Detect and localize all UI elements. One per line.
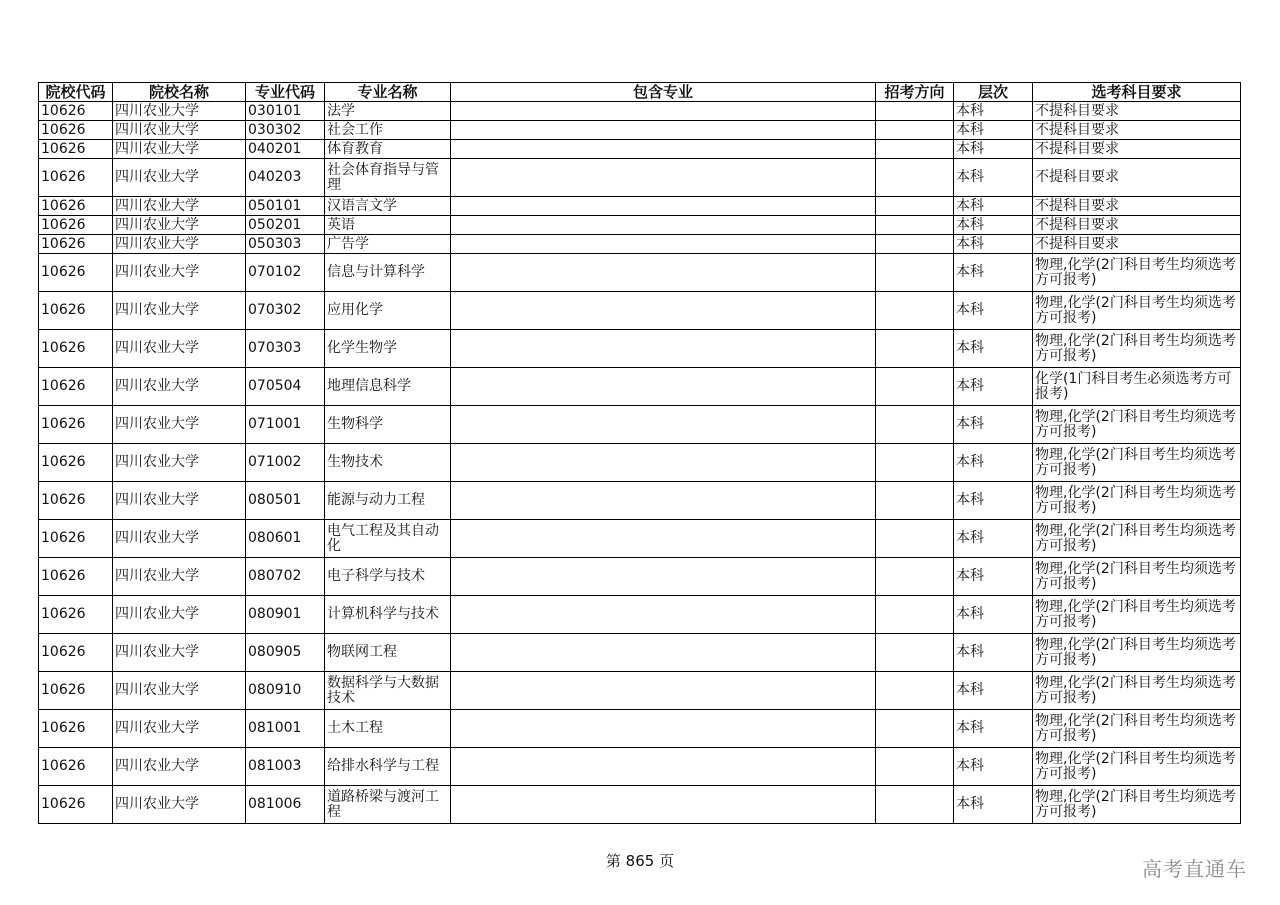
table-cell: 能源与动力工程: [325, 482, 451, 520]
table-cell: 050201: [246, 216, 325, 235]
table-row: [39, 406, 1241, 444]
table-cell: 本科: [954, 121, 1033, 140]
table-cell: 080910: [246, 672, 325, 710]
table-cell: 电气工程及其自动化: [325, 520, 451, 558]
table-cell: [451, 330, 876, 368]
header-row: [39, 83, 1241, 102]
table-cell: 070102: [246, 254, 325, 292]
table-cell: 物理,化学(2门科目考生均须选考方可报考): [1033, 558, 1241, 596]
table-cell: 生物技术: [325, 444, 451, 482]
table-cell: 广告学: [325, 235, 451, 254]
table-cell: 10626: [39, 159, 113, 197]
table-row: [39, 558, 1241, 596]
column-header: 招考方向: [876, 83, 954, 102]
table-cell: 体育教育: [325, 140, 451, 159]
table-cell: 040201: [246, 140, 325, 159]
table-cell: 道路桥梁与渡河工程: [325, 786, 451, 824]
table-cell: [451, 121, 876, 140]
table-cell: 10626: [39, 235, 113, 254]
table-cell: 080905: [246, 634, 325, 672]
column-header: 专业名称: [325, 83, 451, 102]
table-cell: 化学生物学: [325, 330, 451, 368]
table-cell: 四川农业大学: [113, 672, 246, 710]
table-cell: 10626: [39, 102, 113, 121]
table-cell: [876, 216, 954, 235]
table-cell: [451, 596, 876, 634]
table-row: [39, 368, 1241, 406]
table-cell: 化学(1门科目考生必须选考方可报考): [1033, 368, 1241, 406]
table-row: [39, 292, 1241, 330]
table-cell: 四川农业大学: [113, 292, 246, 330]
table-cell: 本科: [954, 710, 1033, 748]
table-cell: 社会工作: [325, 121, 451, 140]
column-header: 包含专业: [451, 83, 876, 102]
table-cell: 本科: [954, 482, 1033, 520]
table-cell: 四川农业大学: [113, 368, 246, 406]
table-row: [39, 159, 1241, 197]
table-cell: 10626: [39, 368, 113, 406]
table-cell: 本科: [954, 444, 1033, 482]
table-cell: 四川农业大学: [113, 406, 246, 444]
table-cell: [876, 596, 954, 634]
table-cell: 不提科目要求: [1033, 216, 1241, 235]
table-cell: 10626: [39, 406, 113, 444]
table-cell: 10626: [39, 482, 113, 520]
table-cell: 10626: [39, 292, 113, 330]
table-cell: 社会体育指导与管理: [325, 159, 451, 197]
table-cell: [876, 444, 954, 482]
table-cell: 本科: [954, 102, 1033, 121]
table-cell: 10626: [39, 254, 113, 292]
table-cell: 本科: [954, 558, 1033, 596]
table-body: [39, 102, 1241, 824]
table-cell: 电子科学与技术: [325, 558, 451, 596]
table-cell: 物理,化学(2门科目考生均须选考方可报考): [1033, 444, 1241, 482]
table-cell: 10626: [39, 634, 113, 672]
table-cell: 不提科目要求: [1033, 140, 1241, 159]
table-cell: [451, 558, 876, 596]
table-cell: [451, 748, 876, 786]
table-cell: 080601: [246, 520, 325, 558]
table-cell: 四川农业大学: [113, 710, 246, 748]
table-cell: [451, 634, 876, 672]
table-cell: [876, 520, 954, 558]
table-cell: [451, 786, 876, 824]
table-cell: 10626: [39, 121, 113, 140]
table-cell: 030302: [246, 121, 325, 140]
table-cell: 10626: [39, 596, 113, 634]
table-row: [39, 235, 1241, 254]
table-cell: [451, 444, 876, 482]
table-row: [39, 444, 1241, 482]
table-cell: [876, 710, 954, 748]
table-cell: 不提科目要求: [1033, 102, 1241, 121]
table-cell: [876, 159, 954, 197]
table-cell: 本科: [954, 197, 1033, 216]
column-header: 层次: [954, 83, 1033, 102]
table-row: [39, 596, 1241, 634]
table-cell: [451, 102, 876, 121]
table-cell: 四川农业大学: [113, 634, 246, 672]
table-row: [39, 672, 1241, 710]
table-cell: 物理,化学(2门科目考生均须选考方可报考): [1033, 672, 1241, 710]
table-cell: 数据科学与大数据技术: [325, 672, 451, 710]
table-cell: 本科: [954, 786, 1033, 824]
table-cell: 本科: [954, 140, 1033, 159]
table-cell: 物理,化学(2门科目考生均须选考方可报考): [1033, 634, 1241, 672]
table-cell: [876, 368, 954, 406]
table-cell: 10626: [39, 216, 113, 235]
table-cell: 本科: [954, 159, 1033, 197]
table-cell: 081001: [246, 710, 325, 748]
table-cell: 四川农业大学: [113, 330, 246, 368]
table-cell: 应用化学: [325, 292, 451, 330]
table-cell: 本科: [954, 406, 1033, 444]
table-cell: 10626: [39, 330, 113, 368]
table-cell: 10626: [39, 197, 113, 216]
table-row: [39, 197, 1241, 216]
table-cell: [876, 406, 954, 444]
table-cell: [451, 216, 876, 235]
table-cell: 本科: [954, 216, 1033, 235]
table-cell: 本科: [954, 330, 1033, 368]
table-cell: 土木工程: [325, 710, 451, 748]
table-cell: [451, 406, 876, 444]
table-cell: 10626: [39, 140, 113, 159]
table-cell: 物理,化学(2门科目考生均须选考方可报考): [1033, 482, 1241, 520]
table-cell: [876, 140, 954, 159]
table-cell: 四川农业大学: [113, 102, 246, 121]
table-row: [39, 634, 1241, 672]
table-cell: 物联网工程: [325, 634, 451, 672]
table-row: [39, 482, 1241, 520]
table-cell: 070303: [246, 330, 325, 368]
table-cell: 四川农业大学: [113, 596, 246, 634]
table-row: [39, 254, 1241, 292]
table-row: [39, 140, 1241, 159]
table-cell: 信息与计算科学: [325, 254, 451, 292]
table-cell: 10626: [39, 558, 113, 596]
table-cell: 080702: [246, 558, 325, 596]
table-cell: 地理信息科学: [325, 368, 451, 406]
table-cell: [451, 520, 876, 558]
table-cell: [876, 558, 954, 596]
table-cell: 汉语言文学: [325, 197, 451, 216]
table-cell: [876, 292, 954, 330]
table-cell: 050303: [246, 235, 325, 254]
table-cell: 四川农业大学: [113, 254, 246, 292]
table-cell: 本科: [954, 254, 1033, 292]
table-row: [39, 121, 1241, 140]
table-cell: 物理,化学(2门科目考生均须选考方可报考): [1033, 748, 1241, 786]
table-cell: 四川农业大学: [113, 786, 246, 824]
table-cell: 物理,化学(2门科目考生均须选考方可报考): [1033, 596, 1241, 634]
table-cell: 本科: [954, 235, 1033, 254]
table-row: [39, 102, 1241, 121]
table-cell: 四川农业大学: [113, 444, 246, 482]
table-cell: 071001: [246, 406, 325, 444]
table-row: [39, 748, 1241, 786]
table-cell: 071002: [246, 444, 325, 482]
table-cell: [451, 197, 876, 216]
table-cell: 10626: [39, 710, 113, 748]
table-cell: [451, 254, 876, 292]
table-cell: 070504: [246, 368, 325, 406]
table-cell: [451, 482, 876, 520]
table-cell: 物理,化学(2门科目考生均须选考方可报考): [1033, 710, 1241, 748]
table-cell: 本科: [954, 520, 1033, 558]
table-cell: [451, 292, 876, 330]
table-cell: 物理,化学(2门科目考生均须选考方可报考): [1033, 254, 1241, 292]
table-cell: [876, 121, 954, 140]
table-cell: [876, 235, 954, 254]
table-cell: [451, 159, 876, 197]
table-cell: [876, 197, 954, 216]
table-row: [39, 330, 1241, 368]
table-cell: 四川农业大学: [113, 197, 246, 216]
column-header: 选考科目要求: [1033, 83, 1241, 102]
table-row: [39, 216, 1241, 235]
page-number: 第 865 页: [605, 852, 675, 870]
table-cell: [451, 710, 876, 748]
table-cell: 四川农业大学: [113, 140, 246, 159]
table-cell: [876, 672, 954, 710]
table-cell: 英语: [325, 216, 451, 235]
table-cell: 10626: [39, 520, 113, 558]
column-header: 院校名称: [113, 83, 246, 102]
table-cell: 四川农业大学: [113, 121, 246, 140]
table-cell: 081006: [246, 786, 325, 824]
table-cell: 070302: [246, 292, 325, 330]
table-cell: [876, 330, 954, 368]
table-cell: 物理,化学(2门科目考生均须选考方可报考): [1033, 292, 1241, 330]
table-cell: 生物科学: [325, 406, 451, 444]
table-cell: 10626: [39, 786, 113, 824]
table-cell: [876, 482, 954, 520]
table-row: [39, 710, 1241, 748]
table-cell: 法学: [325, 102, 451, 121]
admission-table: [38, 82, 1241, 824]
table-cell: [451, 368, 876, 406]
table-cell: 物理,化学(2门科目考生均须选考方可报考): [1033, 406, 1241, 444]
table-cell: 030101: [246, 102, 325, 121]
table-cell: 080501: [246, 482, 325, 520]
table-cell: 不提科目要求: [1033, 197, 1241, 216]
table-cell: 10626: [39, 672, 113, 710]
table-cell: 物理,化学(2门科目考生均须选考方可报考): [1033, 330, 1241, 368]
table-cell: [876, 254, 954, 292]
table-cell: 本科: [954, 672, 1033, 710]
table-cell: 不提科目要求: [1033, 159, 1241, 197]
table-cell: [451, 140, 876, 159]
column-header: 院校代码: [39, 83, 113, 102]
table-cell: 不提科目要求: [1033, 235, 1241, 254]
table-cell: 物理,化学(2门科目考生均须选考方可报考): [1033, 520, 1241, 558]
table-cell: [876, 634, 954, 672]
table-cell: 本科: [954, 596, 1033, 634]
table-row: [39, 520, 1241, 558]
table-cell: 四川农业大学: [113, 159, 246, 197]
table-cell: [876, 748, 954, 786]
watermark-logo-text: 高考直通车: [1142, 857, 1247, 881]
table-cell: 本科: [954, 368, 1033, 406]
table-cell: 080901: [246, 596, 325, 634]
table-cell: 本科: [954, 634, 1033, 672]
table-cell: 计算机科学与技术: [325, 596, 451, 634]
table-cell: 四川农业大学: [113, 748, 246, 786]
table-cell: [451, 235, 876, 254]
table-cell: 物理,化学(2门科目考生均须选考方可报考): [1033, 786, 1241, 824]
column-header: 专业代码: [246, 83, 325, 102]
table-cell: [876, 786, 954, 824]
table-cell: 四川农业大学: [113, 558, 246, 596]
table-cell: 10626: [39, 748, 113, 786]
table-cell: 081003: [246, 748, 325, 786]
table-cell: 四川农业大学: [113, 216, 246, 235]
table-cell: 四川农业大学: [113, 235, 246, 254]
table-cell: [451, 672, 876, 710]
table-cell: 给排水科学与工程: [325, 748, 451, 786]
table-cell: 不提科目要求: [1033, 121, 1241, 140]
table-cell: 10626: [39, 444, 113, 482]
table-cell: 040203: [246, 159, 325, 197]
table-cell: 四川农业大学: [113, 482, 246, 520]
table-row: [39, 786, 1241, 824]
table-cell: 四川农业大学: [113, 520, 246, 558]
table-cell: 050101: [246, 197, 325, 216]
table-cell: 本科: [954, 748, 1033, 786]
table-cell: [876, 102, 954, 121]
table-cell: 本科: [954, 292, 1033, 330]
